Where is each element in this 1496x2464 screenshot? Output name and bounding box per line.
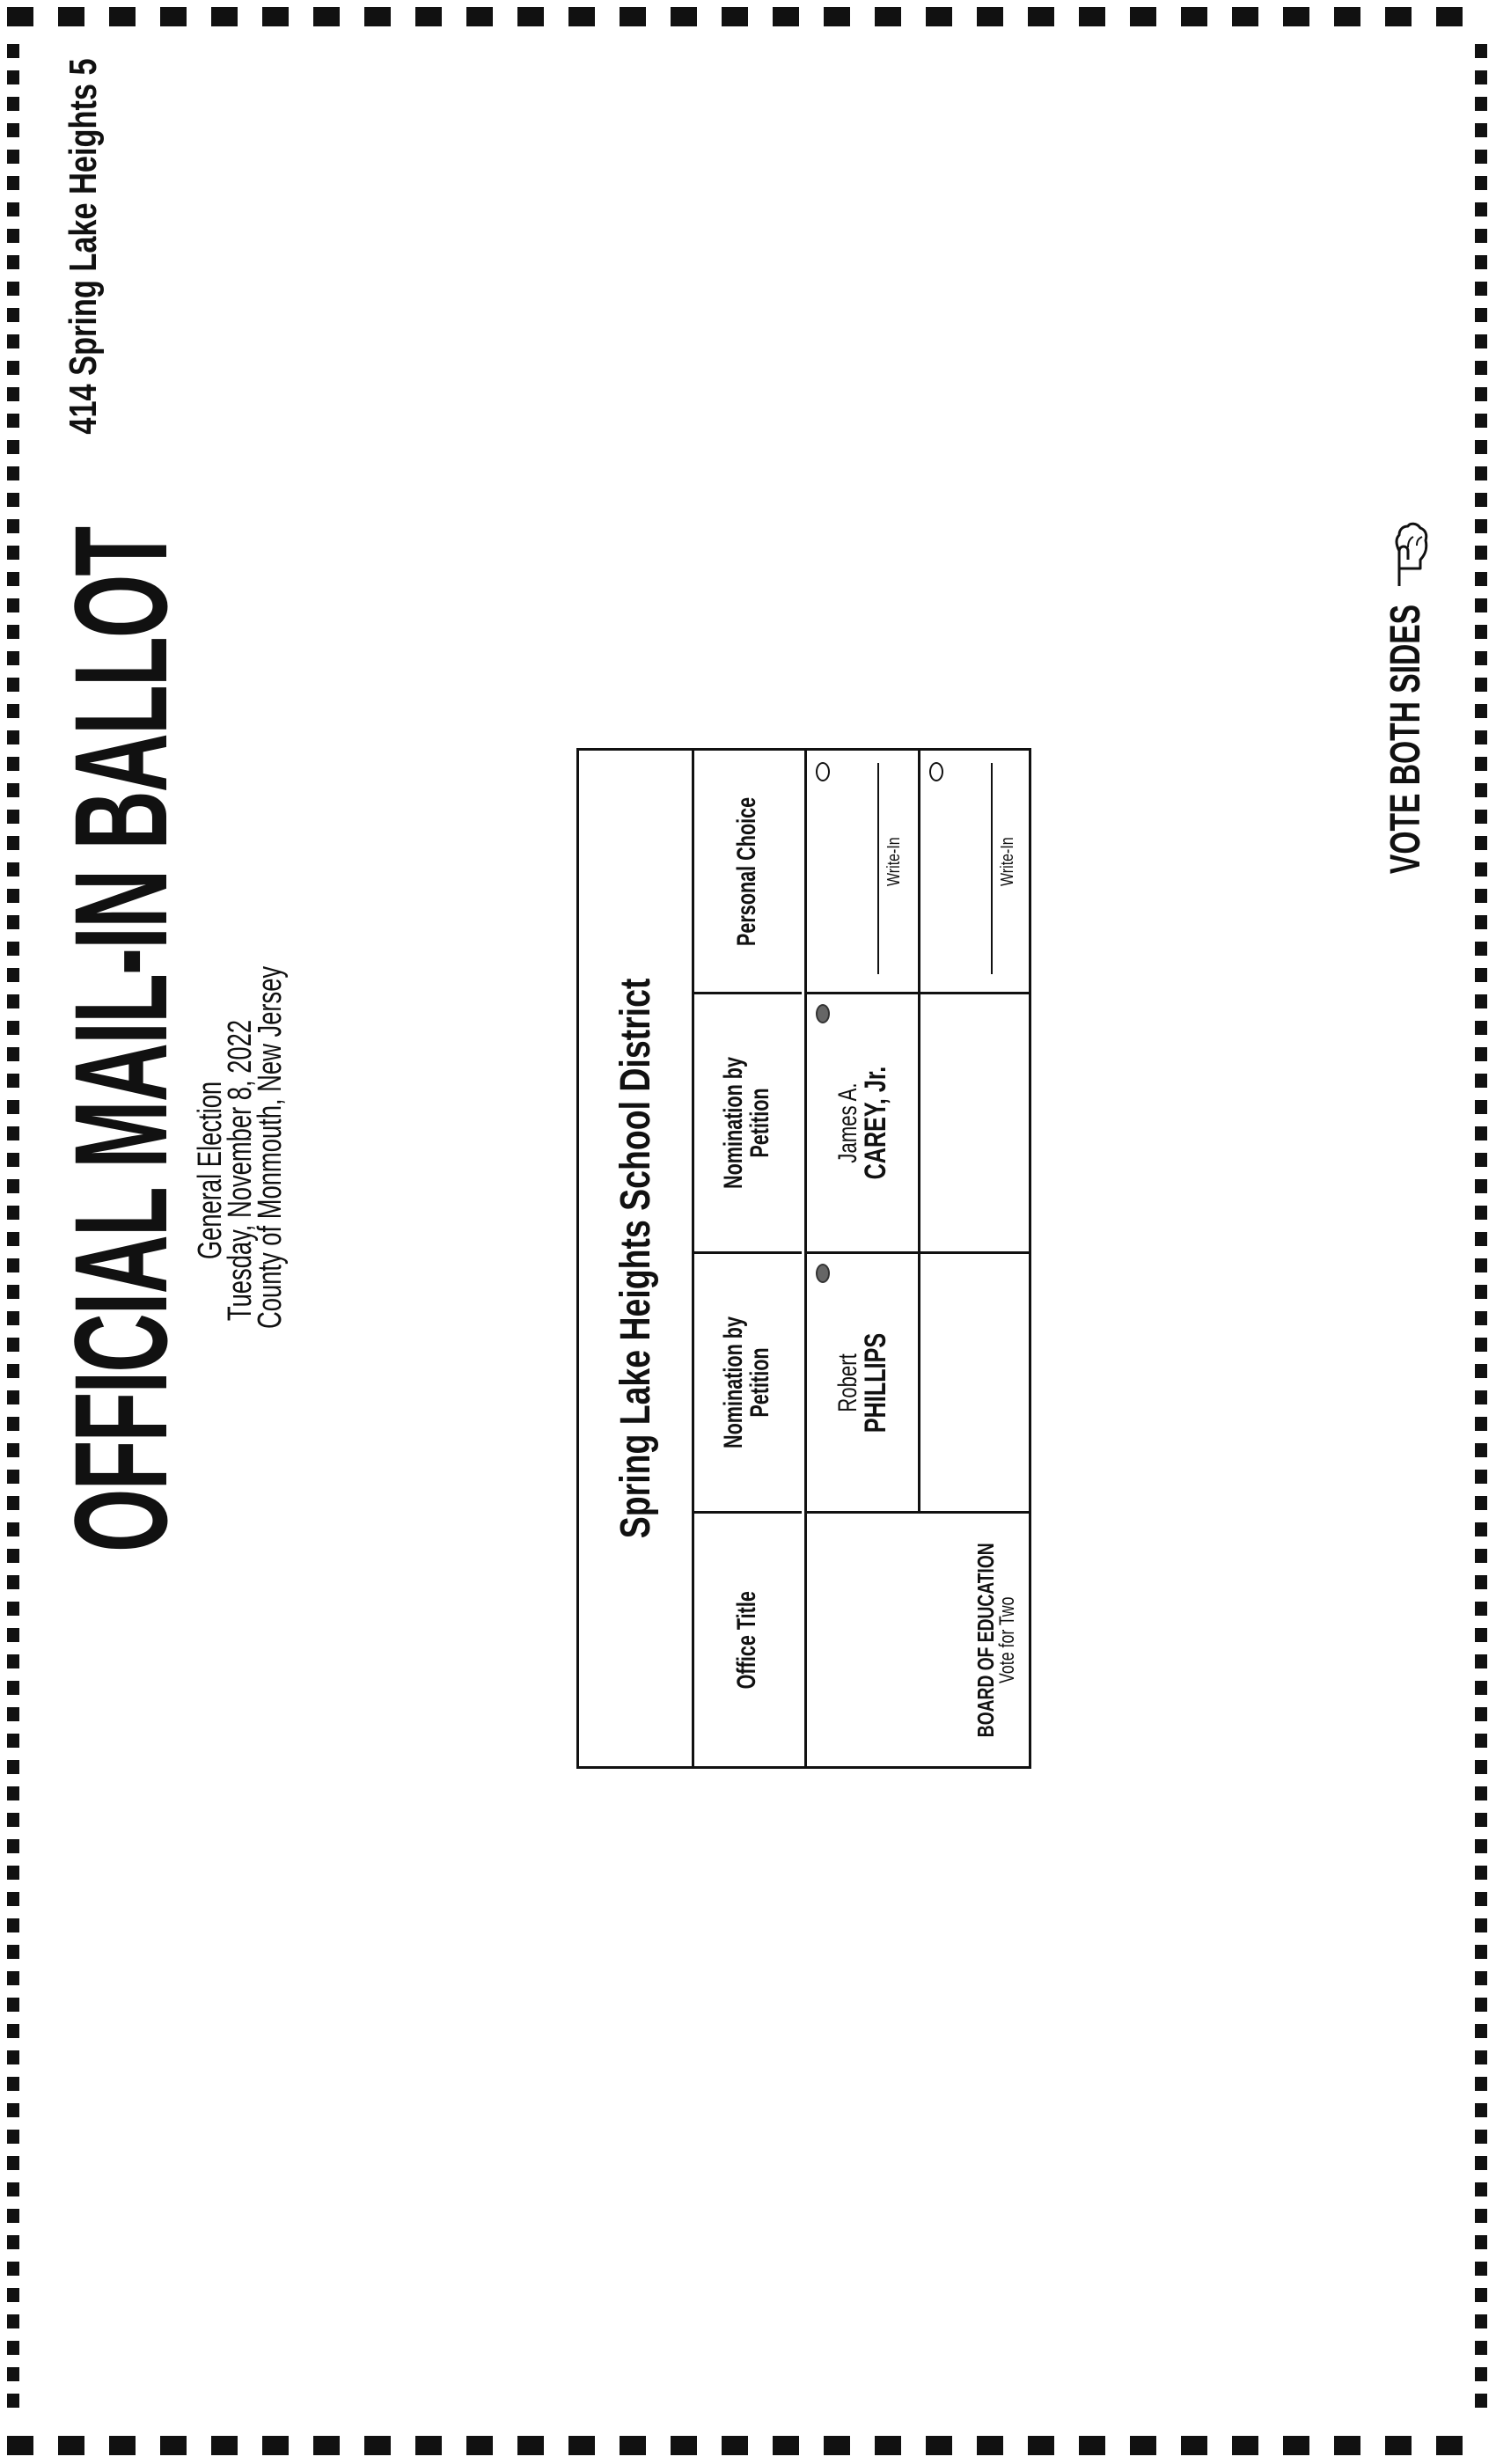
vote-both-sides-instruction: VOTE BOTH SIDES (1382, 604, 1429, 875)
candidate-first-name: James A. (833, 1082, 862, 1163)
write-in-line-1[interactable] (877, 763, 879, 974)
district-title (579, 751, 694, 1766)
petition-header-1 (692, 1254, 802, 1511)
petition-header-2 (692, 994, 802, 1251)
office-row (807, 751, 1029, 1766)
write-in-label-2: Write-In (998, 837, 1017, 886)
vote-bubble-carey[interactable] (816, 1004, 830, 1023)
personal-choice-header-text: Personal Choice (731, 796, 761, 946)
election-county: County of Monmouth, New Jersey (252, 965, 289, 1329)
office-title-header (692, 1514, 802, 1766)
personal-choice-header (692, 751, 802, 992)
row-divider (918, 994, 920, 1251)
write-in-label-1: Write-In (884, 837, 904, 886)
office-title-header-text: Office Title (731, 1590, 761, 1690)
pointing-hand-icon (1373, 510, 1434, 590)
office-name: BOARD OF EDUCATION (972, 1543, 999, 1737)
candidate-cell-carey[interactable] (807, 994, 918, 1251)
contest-table (576, 748, 1031, 1769)
candidate-name-block (807, 994, 918, 1251)
vote-bubble-phillips[interactable] (816, 1264, 830, 1283)
office-cell (807, 1514, 1029, 1766)
row-divider (918, 1254, 920, 1511)
candidate-first-name: Robert (833, 1353, 862, 1412)
candidate-last-name: CAREY, Jr. (859, 1066, 892, 1180)
column-divider (807, 1251, 1029, 1254)
candidate-name-block (807, 1254, 918, 1511)
district-title-text: Spring Lake Heights School District (612, 978, 659, 1539)
write-in-line-2[interactable] (991, 763, 993, 974)
office-vote-for: Vote for Two (995, 1596, 1019, 1683)
ballot-title: OFFICIAL MAIL-IN BALLOT (47, 527, 194, 1552)
precinct-label: 414 Spring Lake Heights 5 (62, 58, 105, 435)
write-in-bubble-1[interactable] (816, 762, 830, 781)
petition-header-1-text: Nomination by Petition (718, 1316, 774, 1449)
election-name: General Election (192, 1081, 229, 1260)
column-divider (807, 992, 1029, 994)
office-label (974, 1543, 1018, 1737)
election-date: Tuesday, November 8, 2022 (222, 1019, 259, 1322)
column-divider (692, 1511, 802, 1514)
column-divider (807, 1511, 1029, 1514)
write-in-cell-1[interactable] (807, 751, 918, 992)
header-row (692, 751, 807, 1766)
candidate-cell-phillips[interactable] (807, 1254, 918, 1511)
write-in-bubble-2[interactable] (929, 762, 943, 781)
column-divider (692, 1251, 802, 1254)
candidate-last-name: PHILLIPS (859, 1332, 892, 1433)
petition-header-2-text: Nomination by Petition (718, 1056, 774, 1190)
write-in-cell-2[interactable] (920, 751, 1029, 992)
column-divider (692, 992, 802, 994)
